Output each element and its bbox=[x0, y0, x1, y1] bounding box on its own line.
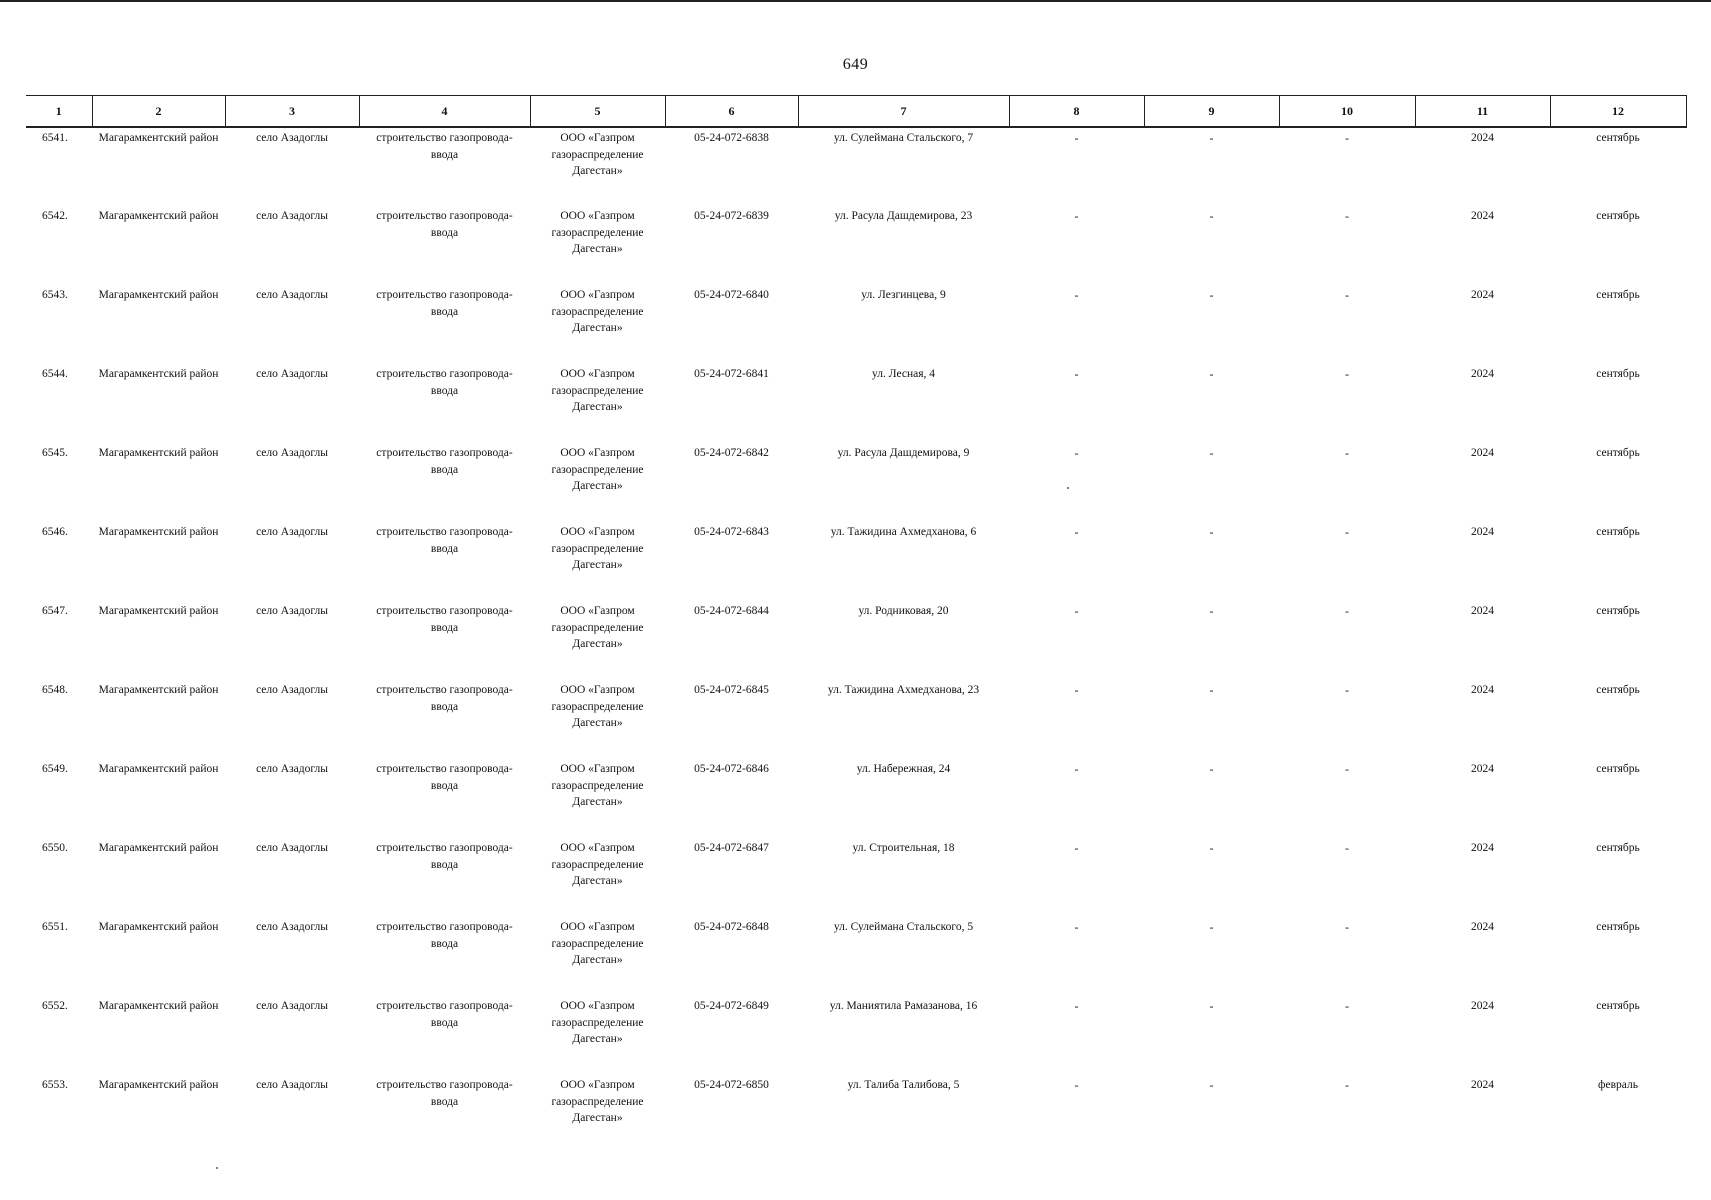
cell-address: ул. Сулеймана Стальского, 5 bbox=[833, 921, 974, 933]
cell-code: 05-24-072-6846 bbox=[694, 763, 769, 775]
cell-year: 2024 bbox=[1471, 605, 1494, 617]
cell-col10: - bbox=[1345, 1078, 1349, 1092]
cell-work-type: строительство газопровода-ввода bbox=[376, 842, 513, 871]
cell-district: Магарамкентский район bbox=[98, 368, 219, 380]
cell-col8: - bbox=[1074, 1078, 1079, 1092]
cell-year: 2024 bbox=[1471, 763, 1494, 775]
cell-code: 05-24-072-6850 bbox=[694, 1079, 769, 1091]
cell-settlement: село Азадоглы bbox=[256, 368, 328, 380]
column-header: 10 bbox=[1279, 96, 1415, 128]
cell-address: ул. Тажидина Ахмедханова, 23 bbox=[827, 684, 980, 696]
cell-year: 2024 bbox=[1471, 1079, 1494, 1091]
cell-work-type: строительство газопровода-ввода bbox=[376, 605, 513, 634]
cell-number: 6553. bbox=[42, 1079, 68, 1091]
table-row bbox=[26, 206, 1686, 285]
cell-district: Магарамкентский район bbox=[98, 842, 219, 854]
table-row bbox=[26, 917, 1686, 996]
cell-col8: - bbox=[1074, 920, 1079, 934]
cell-col9: - bbox=[1209, 841, 1214, 855]
cell-col9: - bbox=[1209, 446, 1214, 460]
cell-col9: - bbox=[1209, 288, 1214, 302]
top-rule bbox=[0, 0, 1711, 2]
cell-number: 6541. bbox=[42, 132, 68, 144]
cell-year: 2024 bbox=[1471, 368, 1494, 380]
cell-address: ул. Тажидина Ахмедханова, 6 bbox=[830, 526, 977, 538]
cell-address: ул. Сулеймана Стальского, 7 bbox=[833, 132, 974, 144]
cell-col8: - bbox=[1074, 604, 1079, 618]
cell-col9: - bbox=[1209, 525, 1214, 539]
cell-code: 05-24-072-6848 bbox=[694, 921, 769, 933]
cell-organization: ООО «Газпром газораспределение Дагестан» bbox=[551, 289, 644, 334]
cell-col10: - bbox=[1345, 209, 1349, 223]
column-header: 4 bbox=[359, 96, 530, 128]
cell-settlement: село Азадоглы bbox=[256, 1079, 328, 1091]
scan-speck bbox=[216, 1167, 218, 1169]
table-row bbox=[26, 127, 1686, 206]
cell-work-type: строительство газопровода-ввода bbox=[376, 210, 513, 239]
cell-month: сентябрь bbox=[1596, 132, 1640, 144]
table-row bbox=[26, 601, 1686, 680]
cell-year: 2024 bbox=[1471, 132, 1494, 144]
cell-year: 2024 bbox=[1471, 842, 1494, 854]
register-table bbox=[26, 95, 1687, 1154]
cell-month: сентябрь bbox=[1596, 447, 1640, 459]
cell-month: сентябрь bbox=[1596, 684, 1640, 696]
cell-organization: ООО «Газпром газораспределение Дагестан» bbox=[551, 210, 644, 255]
cell-district: Магарамкентский район bbox=[98, 210, 219, 222]
cell-code: 05-24-072-6838 bbox=[694, 132, 769, 144]
cell-month: сентябрь bbox=[1596, 289, 1640, 301]
cell-address: ул. Талиба Талибова, 5 bbox=[847, 1079, 960, 1091]
cell-col10: - bbox=[1345, 367, 1349, 381]
cell-col10: - bbox=[1345, 288, 1349, 302]
table-row bbox=[26, 759, 1686, 838]
cell-number: 6546. bbox=[42, 526, 68, 538]
cell-settlement: село Азадоглы bbox=[256, 289, 328, 301]
cell-district: Магарамкентский район bbox=[98, 763, 219, 775]
cell-district: Магарамкентский район bbox=[98, 684, 219, 696]
cell-work-type: строительство газопровода-ввода bbox=[376, 289, 513, 318]
cell-month: сентябрь bbox=[1596, 1000, 1640, 1012]
cell-month: сентябрь bbox=[1596, 763, 1640, 775]
cell-settlement: село Азадоглы bbox=[256, 605, 328, 617]
table-row bbox=[26, 996, 1686, 1075]
cell-col8: - bbox=[1074, 446, 1079, 460]
cell-code: 05-24-072-6839 bbox=[694, 210, 769, 222]
cell-col9: - bbox=[1209, 367, 1214, 381]
cell-code: 05-24-072-6840 bbox=[694, 289, 769, 301]
cell-col9: - bbox=[1209, 683, 1214, 697]
cell-month: февраль bbox=[1598, 1079, 1638, 1091]
column-header: 9 bbox=[1144, 96, 1279, 128]
cell-number: 6551. bbox=[42, 921, 68, 933]
cell-address: ул. Расула Дашдемирова, 23 bbox=[834, 210, 973, 222]
page-number: 649 bbox=[842, 56, 869, 73]
cell-work-type: строительство газопровода-ввода bbox=[376, 526, 513, 555]
column-header: 6 bbox=[665, 96, 798, 128]
cell-number: 6544. bbox=[42, 368, 68, 380]
cell-district: Магарамкентский район bbox=[98, 1000, 219, 1012]
cell-work-type: строительство газопровода-ввода bbox=[376, 1000, 513, 1029]
cell-address: ул. Лезгинцева, 9 bbox=[861, 289, 946, 301]
cell-year: 2024 bbox=[1471, 447, 1494, 459]
cell-work-type: строительство газопровода-ввода bbox=[376, 763, 513, 792]
cell-organization: ООО «Газпром газораспределение Дагестан» bbox=[551, 526, 644, 571]
cell-year: 2024 bbox=[1471, 210, 1494, 222]
cell-settlement: село Азадоглы bbox=[256, 842, 328, 854]
cell-col9: - bbox=[1209, 920, 1214, 934]
cell-code: 05-24-072-6847 bbox=[694, 842, 769, 854]
cell-district: Магарамкентский район bbox=[98, 921, 219, 933]
cell-col10: - bbox=[1345, 841, 1349, 855]
column-header: 5 bbox=[530, 96, 665, 128]
cell-col8: - bbox=[1074, 131, 1079, 145]
cell-col10: - bbox=[1345, 920, 1349, 934]
table-row bbox=[26, 522, 1686, 601]
table-row bbox=[26, 285, 1686, 364]
cell-address: ул. Маниятила Рамазанова, 16 bbox=[829, 1000, 978, 1012]
cell-month: сентябрь bbox=[1596, 368, 1640, 380]
cell-year: 2024 bbox=[1471, 921, 1494, 933]
cell-organization: ООО «Газпром газораспределение Дагестан» bbox=[551, 132, 644, 177]
cell-col8: - bbox=[1074, 762, 1079, 776]
cell-code: 05-24-072-6842 bbox=[694, 447, 769, 459]
cell-organization: ООО «Газпром газораспределение Дагестан» bbox=[551, 447, 644, 492]
column-header: 12 bbox=[1550, 96, 1686, 128]
cell-organization: ООО «Газпром газораспределение Дагестан» bbox=[551, 1079, 644, 1124]
cell-number: 6548. bbox=[42, 684, 68, 696]
cell-col10: - bbox=[1345, 525, 1349, 539]
cell-year: 2024 bbox=[1471, 526, 1494, 538]
cell-col8: - bbox=[1074, 683, 1079, 697]
cell-settlement: село Азадоглы bbox=[256, 1000, 328, 1012]
cell-month: сентябрь bbox=[1596, 921, 1640, 933]
cell-col8: - bbox=[1074, 841, 1079, 855]
cell-settlement: село Азадоглы bbox=[256, 763, 328, 775]
column-header: 3 bbox=[225, 96, 359, 128]
cell-settlement: село Азадоглы bbox=[256, 210, 328, 222]
cell-settlement: село Азадоглы bbox=[256, 132, 328, 144]
cell-work-type: строительство газопровода-ввода bbox=[376, 921, 513, 950]
cell-number: 6549. bbox=[42, 763, 68, 775]
cell-month: сентябрь bbox=[1596, 842, 1640, 854]
cell-settlement: село Азадоглы bbox=[256, 921, 328, 933]
cell-col8: - bbox=[1074, 209, 1079, 223]
cell-address: ул. Родниковая, 20 bbox=[858, 605, 949, 617]
cell-col9: - bbox=[1209, 131, 1214, 145]
cell-month: сентябрь bbox=[1596, 526, 1640, 538]
cell-month: сентябрь bbox=[1596, 210, 1640, 222]
column-header: 1 bbox=[26, 96, 92, 128]
cell-settlement: село Азадоглы bbox=[256, 447, 328, 459]
cell-district: Магарамкентский район bbox=[98, 605, 219, 617]
cell-col9: - bbox=[1209, 762, 1214, 776]
cell-month: сентябрь bbox=[1596, 605, 1640, 617]
cell-address: ул. Расула Дашдемирова, 9 bbox=[837, 447, 970, 459]
table-body bbox=[26, 127, 1686, 1154]
cell-code: 05-24-072-6849 bbox=[694, 1000, 769, 1012]
cell-year: 2024 bbox=[1471, 684, 1494, 696]
cell-work-type: строительство газопровода-ввода bbox=[376, 684, 513, 713]
cell-organization: ООО «Газпром газораспределение Дагестан» bbox=[551, 605, 644, 650]
cell-col10: - bbox=[1345, 999, 1349, 1013]
cell-work-type: строительство газопровода-ввода bbox=[376, 1079, 513, 1108]
cell-col9: - bbox=[1209, 1078, 1214, 1092]
scan-speck bbox=[1067, 487, 1069, 489]
table-row bbox=[26, 364, 1686, 443]
cell-district: Магарамкентский район bbox=[98, 447, 219, 459]
column-header: 2 bbox=[92, 96, 225, 128]
cell-organization: ООО «Газпром газораспределение Дагестан» bbox=[551, 842, 644, 887]
cell-number: 6542. bbox=[42, 210, 68, 222]
cell-year: 2024 bbox=[1471, 1000, 1494, 1012]
cell-settlement: село Азадоглы bbox=[256, 684, 328, 696]
cell-district: Магарамкентский район bbox=[98, 132, 219, 144]
cell-col8: - bbox=[1074, 367, 1079, 381]
cell-number: 6550. bbox=[42, 842, 68, 854]
cell-address: ул. Набережная, 24 bbox=[856, 763, 951, 775]
cell-organization: ООО «Газпром газораспределение Дагестан» bbox=[551, 1000, 644, 1045]
cell-col10: - bbox=[1345, 604, 1349, 618]
cell-address: ул. Лесная, 4 bbox=[872, 368, 935, 380]
cell-col8: - bbox=[1074, 288, 1079, 302]
cell-col9: - bbox=[1209, 209, 1214, 223]
cell-address: ул. Строительная, 18 bbox=[852, 842, 955, 854]
cell-col8: - bbox=[1074, 999, 1079, 1013]
cell-organization: ООО «Газпром газораспределение Дагестан» bbox=[551, 921, 644, 966]
cell-code: 05-24-072-6841 bbox=[694, 368, 769, 380]
column-header: 11 bbox=[1415, 96, 1550, 128]
cell-number: 6547. bbox=[42, 605, 68, 617]
cell-number: 6545. bbox=[42, 447, 68, 459]
cell-col10: - bbox=[1345, 131, 1349, 145]
cell-district: Магарамкентский район bbox=[98, 289, 219, 301]
cell-organization: ООО «Газпром газораспределение Дагестан» bbox=[551, 684, 644, 729]
column-header: 7 bbox=[798, 96, 1009, 128]
cell-code: 05-24-072-6844 bbox=[694, 605, 769, 617]
cell-col9: - bbox=[1209, 604, 1214, 618]
cell-col10: - bbox=[1345, 683, 1349, 697]
table-row bbox=[26, 443, 1686, 522]
cell-year: 2024 bbox=[1471, 289, 1494, 301]
cell-work-type: строительство газопровода-ввода bbox=[376, 447, 513, 476]
cell-col9: - bbox=[1209, 999, 1214, 1013]
cell-work-type: строительство газопровода-ввода bbox=[376, 368, 513, 397]
table-header-row bbox=[26, 96, 1686, 128]
cell-organization: ООО «Газпром газораспределение Дагестан» bbox=[551, 763, 644, 808]
cell-col10: - bbox=[1345, 446, 1349, 460]
cell-number: 6543. bbox=[42, 289, 68, 301]
cell-code: 05-24-072-6845 bbox=[694, 684, 769, 696]
cell-organization: ООО «Газпром газораспределение Дагестан» bbox=[551, 368, 644, 413]
cell-col10: - bbox=[1345, 762, 1349, 776]
cell-code: 05-24-072-6843 bbox=[694, 526, 769, 538]
cell-settlement: село Азадоглы bbox=[256, 526, 328, 538]
cell-district: Магарамкентский район bbox=[98, 1079, 219, 1091]
table-row bbox=[26, 680, 1686, 759]
cell-number: 6552. bbox=[42, 1000, 68, 1012]
cell-district: Магарамкентский район bbox=[98, 526, 219, 538]
table-row bbox=[26, 1075, 1686, 1154]
cell-work-type: строительство газопровода-ввода bbox=[376, 132, 513, 161]
cell-col8: - bbox=[1074, 525, 1079, 539]
column-header: 8 bbox=[1009, 96, 1144, 128]
table-row bbox=[26, 838, 1686, 917]
register-table-container bbox=[26, 95, 1686, 1154]
